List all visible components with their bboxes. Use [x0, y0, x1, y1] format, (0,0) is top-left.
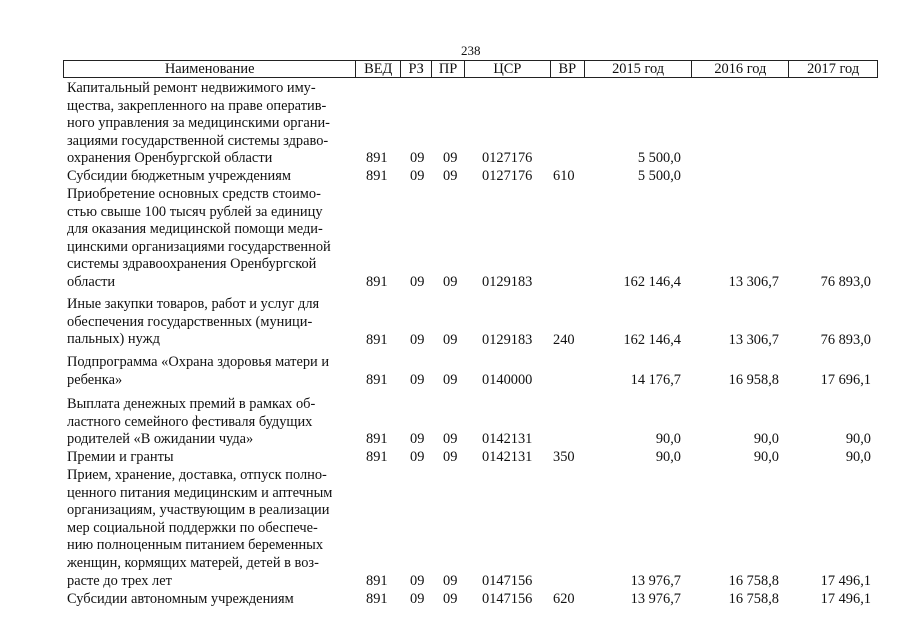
- row-2015: 90,0: [655, 449, 681, 465]
- row-rz: 09: [410, 573, 425, 589]
- row-2015: 13 976,7: [630, 591, 681, 607]
- header-pr: ПР: [432, 61, 465, 77]
- row-pr: 09: [443, 591, 458, 607]
- row-vr: 620: [553, 591, 575, 607]
- row-2016: 90,0: [753, 449, 779, 465]
- row-ved: 891: [366, 372, 388, 388]
- row-rz: 09: [410, 274, 425, 290]
- row-2015: 162 146,4: [623, 274, 681, 290]
- row-vr: 240: [553, 332, 575, 348]
- row-pr: 09: [443, 274, 458, 290]
- row-2015: 14 176,7: [630, 372, 681, 388]
- row-csr: 0142131: [482, 449, 533, 465]
- row-name: Выплата денежных премий в рамках об- ластного семейного фестиваля будущих родителей «В ожидании чуда»: [67, 396, 316, 448]
- row-ved: 891: [366, 168, 388, 184]
- row-pr: 09: [443, 449, 458, 465]
- row-rz: 09: [410, 372, 425, 388]
- row-rz: 09: [410, 150, 425, 166]
- row-2015: 13 976,7: [630, 573, 681, 589]
- row-rz: 09: [410, 449, 425, 465]
- table-header: [63, 60, 878, 78]
- row-pr: 09: [443, 168, 458, 184]
- row-2017: 90,0: [845, 449, 871, 465]
- row-csr: 0129183: [482, 274, 533, 290]
- header-vr: ВР: [551, 61, 585, 77]
- row-name: Капитальный ремонт недвижимого иму- щества, закрепленного на праве оператив- ного управления за медицинскими органи- зациями государственной системы здраво- охранения Оренбургской области: [67, 80, 330, 167]
- row-csr: 0127176: [482, 150, 533, 166]
- row-csr: 0142131: [482, 431, 533, 447]
- row-rz: 09: [410, 591, 425, 607]
- row-rz: 09: [410, 431, 425, 447]
- row-csr: 0127176: [482, 168, 533, 184]
- row-csr: 0147156: [482, 591, 533, 607]
- row-2015: 162 146,4: [623, 332, 681, 348]
- row-2016: 16 758,8: [728, 573, 779, 589]
- row-ved: 891: [366, 431, 388, 447]
- row-2017: 17 496,1: [820, 591, 871, 607]
- row-name: Подпрограмма «Охрана здоровья матери и ребенка»: [67, 354, 330, 388]
- row-2017: 17 496,1: [820, 573, 871, 589]
- row-csr: 0129183: [482, 332, 533, 348]
- row-pr: 09: [443, 372, 458, 388]
- row-2017: 17 696,1: [820, 372, 871, 388]
- row-ved: 891: [366, 449, 388, 465]
- row-rz: 09: [410, 168, 425, 184]
- row-2017: 76 893,0: [820, 332, 871, 348]
- row-2015: 5 500,0: [637, 168, 681, 184]
- row-csr: 0140000: [482, 372, 533, 388]
- row-pr: 09: [443, 332, 458, 348]
- header-ved: ВЕД: [356, 61, 401, 77]
- row-2017: 90,0: [845, 431, 871, 447]
- row-name: Прием, хранение, доставка, отпуск полно- ценного питания медицинским и аптечным организациям, участвующим в реализации мер социальной поддержки по обеспече- нию полноценным питанием беременных женщин, кормящих матерей, детей в воз- расте до трех лет: [67, 467, 333, 589]
- header-csr: ЦСР: [465, 61, 551, 77]
- row-name: Премии и гранты: [67, 449, 174, 465]
- header-rz: РЗ: [401, 61, 432, 77]
- row-name: Приобретение основных средств стоимо- стью свыше 100 тысяч рублей за единицу для оказания медицинской помощи меди- цинскими организациями государственной системы здравоохранения Оренбургской области: [67, 186, 331, 290]
- header-name: Наименование: [64, 61, 356, 77]
- row-vr: 610: [553, 168, 575, 184]
- row-ved: 891: [366, 150, 388, 166]
- row-name: Субсидии бюджетным учреждениям: [67, 168, 291, 184]
- header-2016: 2016 год: [692, 61, 789, 77]
- page-number: 238: [461, 43, 481, 58]
- row-2016: 90,0: [753, 431, 779, 447]
- row-2016: 16 758,8: [728, 591, 779, 607]
- row-2015: 90,0: [655, 431, 681, 447]
- row-ved: 891: [366, 591, 388, 607]
- row-2016: 16 958,8: [728, 372, 779, 388]
- row-ved: 891: [366, 573, 388, 589]
- row-2015: 5 500,0: [637, 150, 681, 166]
- row-rz: 09: [410, 332, 425, 348]
- row-2016: 13 306,7: [728, 274, 779, 290]
- header-2015: 2015 год: [585, 61, 693, 77]
- row-pr: 09: [443, 431, 458, 447]
- row-vr: 350: [553, 449, 575, 465]
- row-csr: 0147156: [482, 573, 533, 589]
- row-name: Субсидии автономным учреждениям: [67, 591, 294, 607]
- row-ved: 891: [366, 332, 388, 348]
- row-ved: 891: [366, 274, 388, 290]
- row-pr: 09: [443, 573, 458, 589]
- row-2017: 76 893,0: [820, 274, 871, 290]
- row-name: Иные закупки товаров, работ и услуг для обеспечения государственных (муници- пальных) нужд: [67, 296, 320, 348]
- row-2016: 13 306,7: [728, 332, 779, 348]
- header-2017: 2017 год: [807, 61, 860, 77]
- row-pr: 09: [443, 150, 458, 166]
